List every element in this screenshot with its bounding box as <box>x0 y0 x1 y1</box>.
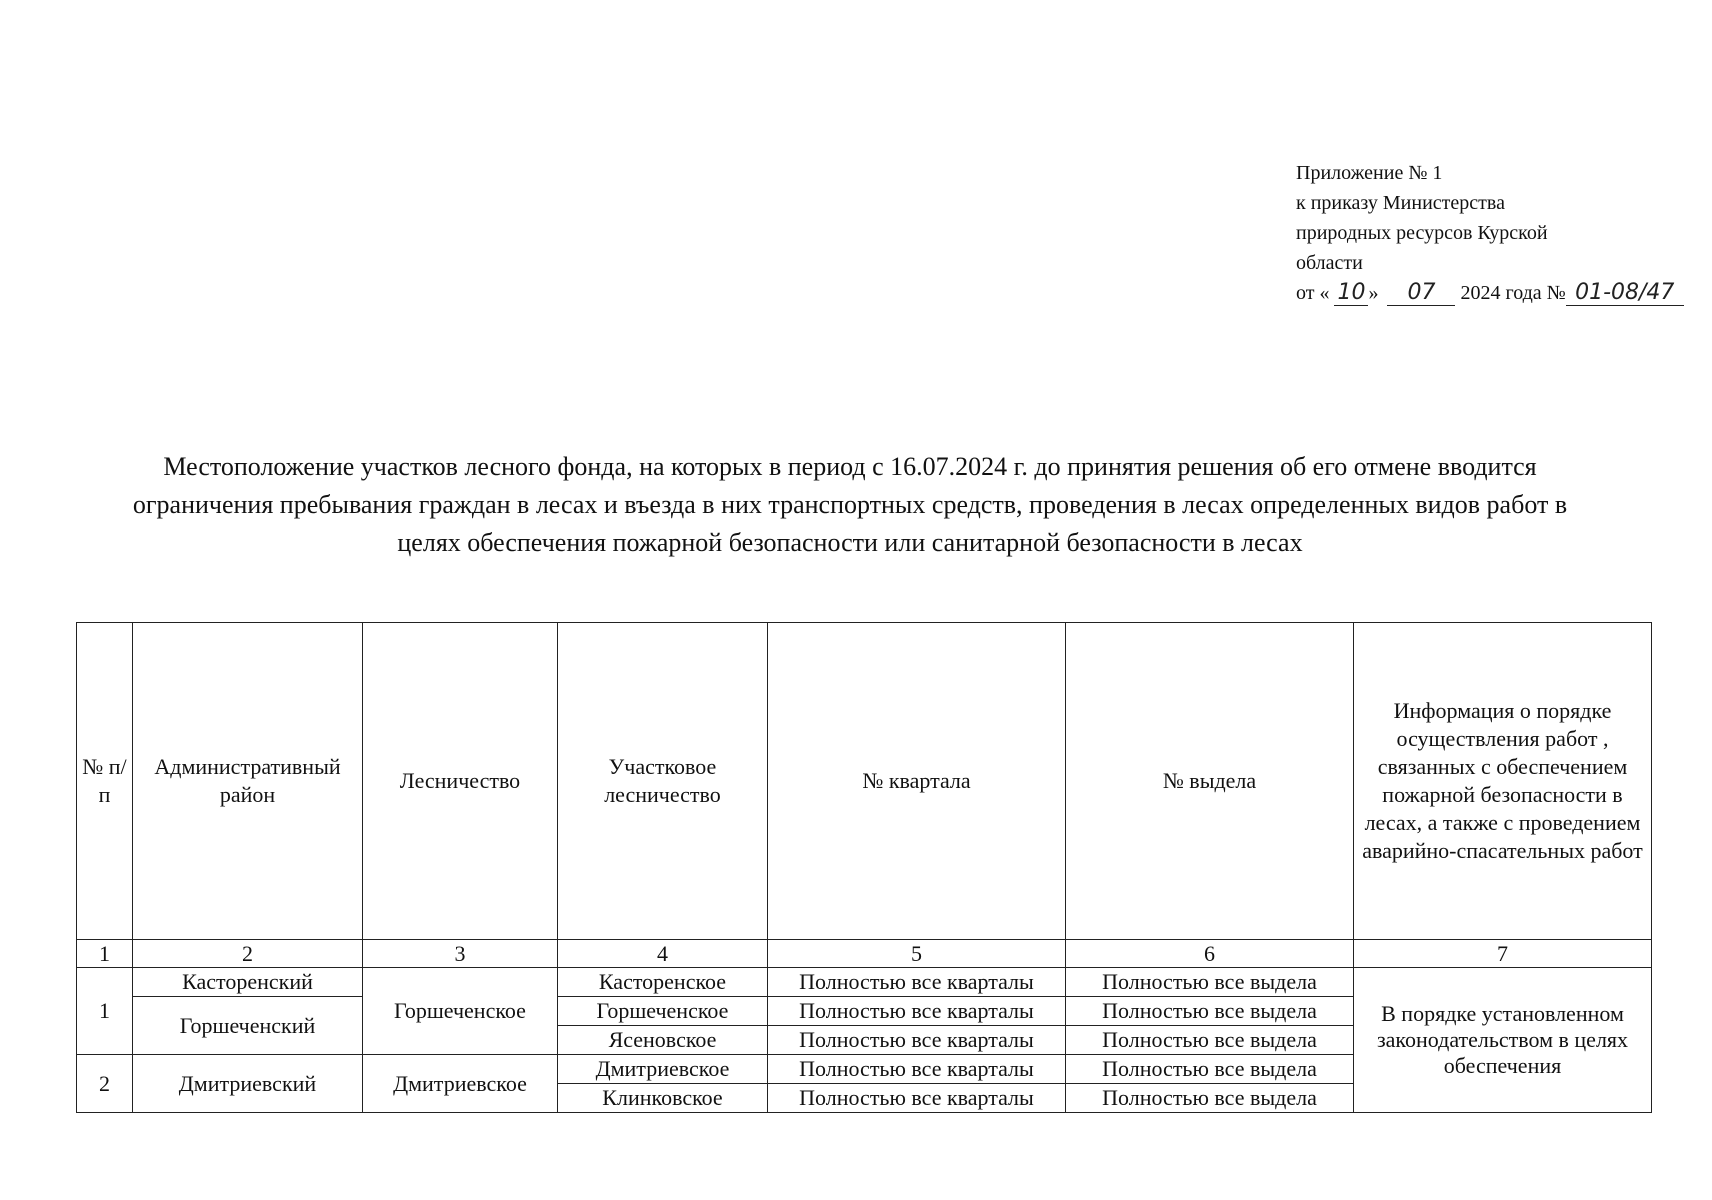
forestry-cell: Горшеченское <box>363 968 558 1055</box>
handwritten-order-number: 01-08/47 <box>1566 281 1684 306</box>
appendix-line-3: природных ресурсов Курской <box>1296 222 1548 244</box>
table-header-row <box>77 623 1652 940</box>
date-mid: » <box>1368 282 1379 304</box>
row-number: 2 <box>77 1055 133 1113</box>
date-prefix: от « <box>1296 282 1330 304</box>
quarter-cell: Полностью все кварталы <box>768 968 1066 997</box>
appendix-line-1: Приложение № 1 <box>1296 162 1443 184</box>
local-forestry-cell: Касторенское <box>558 968 768 997</box>
column-number: 2 <box>133 940 363 968</box>
column-number: 4 <box>558 940 768 968</box>
allotment-cell: Полностью все выдела <box>1066 1026 1354 1055</box>
local-forestry-cell: Ясеновское <box>558 1026 768 1055</box>
column-number: 6 <box>1066 940 1354 968</box>
allotment-cell: Полностью все выдела <box>1066 997 1354 1026</box>
appendix-line-2: к приказу Министерства <box>1296 192 1505 214</box>
document-title: Местоположение участков лесного фонда, на которых в период с 16.07.2024 г. до принятия решения об его отмене вводится ограничения пребывания граждан в лесах и въезда в них транспортных средств, проведения в лесах определенных видов работ в целях обеспечения пожарной безопасности или санитарной безопасности в лесах <box>132 452 1568 557</box>
header-info: Информация о порядке осуществления работ , связанных с обеспечением пожарной безопасности в лесах, а также с проведением аварийно-спасательных работ <box>1354 623 1652 940</box>
header-quarter: № квартала <box>768 623 1066 940</box>
column-number: 7 <box>1354 940 1652 968</box>
column-number-row <box>77 940 1652 968</box>
district-cell: Горшеченский <box>133 997 363 1055</box>
column-number: 1 <box>77 940 133 968</box>
table-row <box>77 968 1652 997</box>
appendix-date-line <box>1296 278 1684 308</box>
handwritten-day: 10 <box>1334 281 1368 306</box>
forestry-cell: Дмитриевское <box>363 1055 558 1113</box>
quarter-cell: Полностью все кварталы <box>768 1084 1066 1113</box>
appendix-line-4: области <box>1296 252 1363 274</box>
header-local-forestry: Участковое лесничество <box>558 623 768 940</box>
header-num: № п/п <box>77 623 133 940</box>
column-number: 5 <box>768 940 1066 968</box>
allotment-cell: Полностью все выдела <box>1066 1055 1354 1084</box>
local-forestry-cell: Горшеченское <box>558 997 768 1026</box>
allotment-cell: Полностью все выдела <box>1066 968 1354 997</box>
column-number: 3 <box>363 940 558 968</box>
year-text: 2024 года № <box>1460 282 1566 304</box>
quarter-cell: Полностью все кварталы <box>768 1055 1066 1084</box>
quarter-cell: Полностью все кварталы <box>768 997 1066 1026</box>
district-cell: Касторенский <box>133 968 363 997</box>
local-forestry-cell: Клинковское <box>558 1084 768 1113</box>
appendix-block <box>1296 158 1684 308</box>
row-number: 1 <box>77 968 133 1055</box>
handwritten-month: 07 <box>1387 281 1455 306</box>
header-allotment: № выдела <box>1066 623 1354 940</box>
quarter-cell: Полностью все кварталы <box>768 1026 1066 1055</box>
allotment-cell: Полностью все выдела <box>1066 1084 1354 1113</box>
local-forestry-cell: Дмитриевское <box>558 1055 768 1084</box>
forest-restriction-table <box>76 622 1652 1113</box>
header-forestry: Лесничество <box>363 623 558 940</box>
header-district: Административный район <box>133 623 363 940</box>
district-cell: Дмитриевский <box>133 1055 363 1113</box>
info-cell: В порядке установленном законодательством в целях обеспечения <box>1354 968 1652 1113</box>
